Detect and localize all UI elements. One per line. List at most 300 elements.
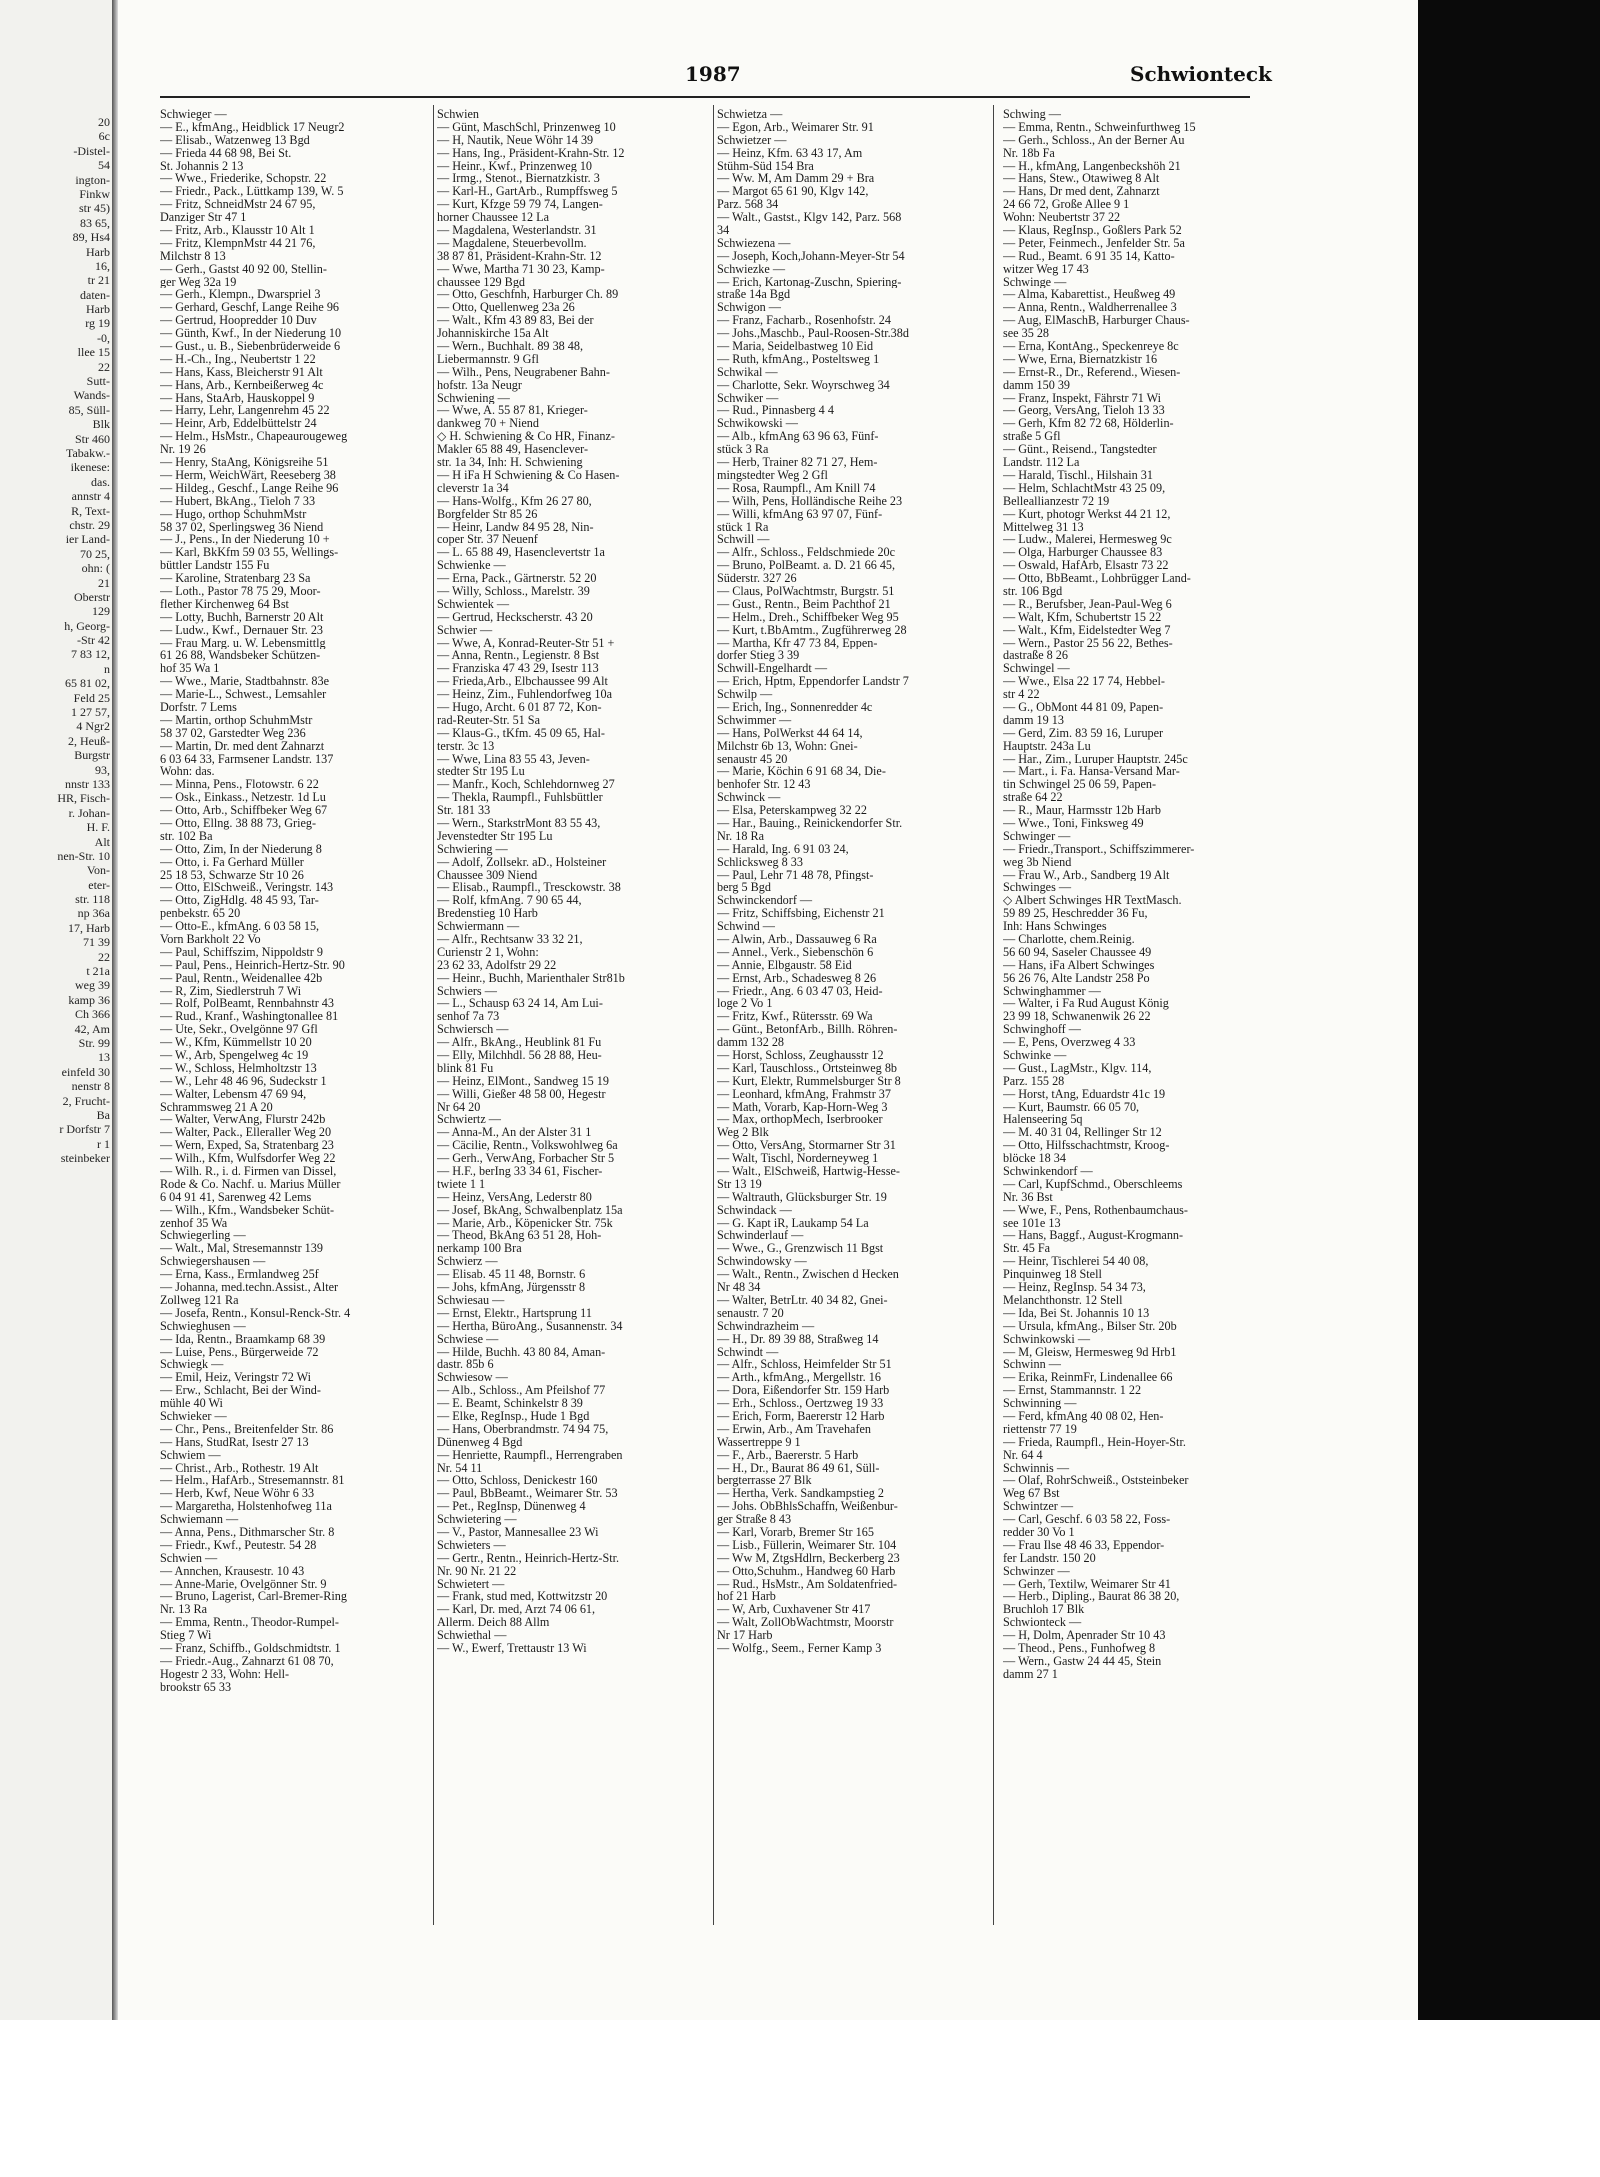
entry-line: — Gerd, Zim. 83 59 16, Luruper <box>1003 726 1164 740</box>
entry-line: — Wwe, Erna, Biernatzkistr 16 <box>1003 352 1158 366</box>
fragment-line: 7 83 12, <box>71 647 110 662</box>
entry-line: bergterrasse 27 Blk <box>717 1474 812 1488</box>
entry-line: nerkamp 100 Bra <box>437 1242 522 1256</box>
entry-line: blöcke 18 34 <box>1003 1152 1066 1166</box>
surname-heading: Schwiesau — <box>437 1293 505 1307</box>
entry-line: ◇ H. Schwiening & Co HR, Finanz- <box>437 430 615 444</box>
entry-line: — Paul, BbBeamt., Weimarer Str. 53 <box>437 1487 618 1501</box>
entry-line: — Annchen, Krausestr. 10 43 <box>160 1564 305 1578</box>
entry-line: — Ludw., Kwf., Dernauer Str. 23 <box>160 623 324 637</box>
entry-line: see 35 28 <box>1003 327 1050 341</box>
entry-line: — W., Arb, Spengelweg 4c 19 <box>160 1049 309 1062</box>
entry-line: — Horst, tAng, Eduardstr 41c 19 <box>1003 1087 1166 1101</box>
surname-heading: Schwinkowski — <box>1003 1332 1091 1346</box>
entry-line: — R, Zim, Siedlerstruh 7 Wi <box>160 984 302 998</box>
entry-line: — Wwe, Martha 71 30 23, Kamp- <box>437 262 605 276</box>
entry-line: — Gust., Rentn., Beim Pachthof 21 <box>717 597 891 611</box>
entry-line: blink 81 Fu <box>437 1061 494 1075</box>
entry-line: — Henriette, Raumpfl., Herrengraben <box>437 1448 623 1462</box>
fragment-line: 21 <box>98 575 110 590</box>
surname-heading: Schwiezke — <box>717 262 786 276</box>
entry-line: — Heinz, Zim., Fuhlendorfweg 10a <box>437 688 612 701</box>
fragment-line: HR, Fisch- <box>57 791 110 806</box>
entry-line: — Ferd, kfmAng 40 08 02, Hen- <box>1003 1409 1164 1423</box>
entry-line: — Ernst-R., Dr., Referend., Wiesen- <box>1003 365 1181 379</box>
surname-heading: Schwiegerling — <box>160 1229 246 1243</box>
entry-line: Hauptstr. 243a Lu <box>1003 739 1091 753</box>
entry-line: — Wolfg., Seem., Ferner Kamp 3 <box>717 1641 882 1655</box>
entry-line: straße 5 Gfl <box>1003 430 1061 444</box>
entry-line: — Gertrud, Heckscherstr. 43 20 <box>437 610 593 624</box>
entry-line: — Martin, Dr. med dent Zahnarzt <box>160 739 325 753</box>
fragment-line: t 21a <box>86 964 110 979</box>
entry-line: — Otto, VersAng, Stormarner Str 31 <box>717 1139 896 1153</box>
fragment-line: Sutt- <box>86 374 110 389</box>
fragment-line: str. 118 <box>75 892 110 907</box>
entry-line: — Carl, Geschf. 6 03 58 22, Foss- <box>1003 1513 1171 1526</box>
entry-line: — Karl, BkKfm 59 03 55, Wellings- <box>160 546 339 560</box>
entry-line: — Hans, Arb., Kernbeißerweg 4c <box>160 378 324 392</box>
entry-line: — Ruth, kfmAng., Posteltsweg 1 <box>717 352 880 366</box>
column-4 <box>1003 108 1279 1681</box>
entry-line: — Bruno, PolBeamt. a. D. 21 66 45, <box>717 559 896 573</box>
entry-line: — Günt., BetonfArb., Billh. Röhren- <box>717 1023 898 1037</box>
entry-line: — M. 40 31 04, Rellinger Str 12 <box>1003 1126 1162 1140</box>
entry-line: Schlicksweg 8 33 <box>717 855 803 869</box>
entry-line: — Osk., Einkass., Netzestr. 1d Lu <box>160 791 326 805</box>
fragment-line: Burgstr <box>74 748 110 763</box>
entry-line: — Horst, Schloss, Zeughausstr 12 <box>717 1049 884 1062</box>
entry-line: — Heinr, Arb, Eddelbüttelstr 24 <box>160 417 317 431</box>
entry-line: — Ww. M, Am Damm 29 + Bra <box>717 172 875 186</box>
entry-line: — Franz, Inspekt, Fährstr 71 Wi <box>1003 391 1162 405</box>
fragment-line: Oberstr <box>74 589 110 604</box>
entry-line: — H.-Ch., Ing., Neubertstr 1 22 <box>160 352 316 366</box>
running-head: Schwionteck <box>1130 62 1272 86</box>
entry-line: — Hans, Oberbrandmstr. 74 94 75, <box>437 1422 609 1436</box>
fragment-line: R, Text- <box>71 503 110 518</box>
fragment-line: h, Georg- <box>64 618 110 633</box>
surname-heading: Schwietering — <box>437 1513 517 1526</box>
surname-heading: Schwill — <box>717 533 770 547</box>
fragment-line: Wands- <box>73 388 110 403</box>
entry-line: — Erich, Hptm, Eppendorfer Landstr 7 <box>717 675 909 689</box>
entry-line: — Alb., kfmAng 63 96 63, Fünf- <box>717 430 879 444</box>
entry-line: Zollweg 121 Ra <box>160 1293 239 1307</box>
entry-line: damm 27 1 <box>1003 1667 1058 1681</box>
fragment-line: Str 460 <box>74 431 110 446</box>
entry-line: — Gerh., Klempn., Dwarspriel 3 <box>160 288 321 302</box>
entry-line: — Elisab. 45 11 48, Bornstr. 6 <box>437 1268 586 1282</box>
surname-heading: Schwienke — <box>437 559 506 573</box>
entry-line: — Wern., StarkstrMont 83 55 43, <box>437 816 601 830</box>
surname-heading: Schwinning — <box>1003 1397 1077 1410</box>
fragment-line: tr 21 <box>87 273 110 288</box>
entry-line: — Annel., Verk., Siebenschön 6 <box>717 945 874 959</box>
surname-heading: Schwiker — <box>717 391 779 405</box>
entry-line: — W, Arb, Cuxhavener Str 417 <box>717 1603 871 1617</box>
entry-line: — Wwe., Friederike, Schopstr. 22 <box>160 172 327 186</box>
entry-line: Nr. 18b Fa <box>1003 146 1055 160</box>
entry-line: Milchstr 8 13 <box>160 249 226 263</box>
column-1 <box>160 108 436 1694</box>
entry-line: — Walter, i Fa Rud August König <box>1003 997 1169 1011</box>
entry-line: — H, Dolm, Apenrader Str 10 43 <box>1003 1629 1166 1642</box>
column-2 <box>437 108 713 1655</box>
entry-line: — Gertr., Rentn., Heinrich-Hertz-Str. <box>437 1551 620 1565</box>
fragment-line: 65 81 02, <box>65 676 110 691</box>
entry-line: — Har., Bauing., Reinickendorfer Str. <box>717 816 903 830</box>
entry-line: — Walter, BetrLtr. 40 34 82, Gnei- <box>717 1293 888 1307</box>
entry-line: — Frank, stud med, Kottwitzstr 20 <box>437 1590 608 1604</box>
surname-heading: Schwinn — <box>1003 1358 1061 1372</box>
entry-line: 58 37 02, Garstedter Weg 236 <box>160 726 306 740</box>
entry-line: — G. Kapt iR, Laukamp 54 La <box>717 1216 869 1230</box>
entry-line: stück 3 Ra <box>717 443 769 457</box>
entry-line: — Cäcilie, Rentn., Volkswohlweg 6a <box>437 1139 618 1153</box>
entry-line: redder 30 Vo 1 <box>1003 1525 1075 1539</box>
entry-line: — Walt, Kfm, Schubertstr 15 22 <box>1003 610 1162 624</box>
entry-line: — Ida, Rentn., Braamkamp 68 39 <box>160 1332 326 1346</box>
entry-line: — Frieda 44 68 98, Bei St. <box>160 146 292 160</box>
surname-heading: Schwiers — <box>437 984 497 998</box>
entry-line: Nr. 13 Ra <box>160 1603 208 1617</box>
fragment-line: steinbeker <box>60 1151 110 1166</box>
entry-line: 58 37 02, Sperlingsweg 36 Niend <box>160 520 324 534</box>
entry-line: — H, Nautik, Neue Wöhr 14 39 <box>437 133 594 147</box>
entry-line: — Rud., HsMstr., Am Soldatenfried- <box>717 1577 898 1591</box>
entry-line: — Arth., kfmAng., Mergellstr. 16 <box>717 1371 881 1385</box>
surname-heading: Schwinzer — <box>1003 1564 1070 1578</box>
fragment-line: kamp 36 <box>68 992 110 1007</box>
surname-heading: Schwinge — <box>1003 275 1067 289</box>
surname-heading: Schwiertz — <box>437 1113 501 1127</box>
entry-line: — Heinr., Buchh, Marienthaler Str81b <box>437 971 625 985</box>
entry-line: — W., Lehr 48 46 96, Sudeckstr 1 <box>160 1074 327 1088</box>
entry-line: — Math, Vorarb, Kap-Horn-Weg 3 <box>717 1100 888 1114</box>
entry-line: — Hertha, BüroAng., Susannenstr. 34 <box>437 1319 623 1333</box>
entry-line: — Kurt, Baumstr. 66 05 70, <box>1003 1100 1140 1114</box>
entry-line: — Wwe, F., Pens, Rothenbaumchaus- <box>1003 1203 1188 1217</box>
entry-line: Mittelweg 31 13 <box>1003 520 1084 534</box>
entry-line: — Otto, Hilfsschachtmstr, Kroog- <box>1003 1139 1170 1153</box>
entry-line: — H.F., berIng 33 34 61, Fischer- <box>437 1165 603 1178</box>
entry-line: — Ww M, ZtgsHdlrn, Beckerberg 23 <box>717 1551 900 1565</box>
entry-line: — Frieda,Arb., Elbchaussee 99 Alt <box>437 675 608 689</box>
entry-line: Stühm-Süd 154 Bra <box>717 159 814 173</box>
entry-line: — Carl, KupfSchmd., Oberschleems <box>1003 1177 1183 1191</box>
entry-line: — Rud., Kranf., Washingtonallee 81 <box>160 1010 339 1024</box>
entry-line: Nr. 64 4 <box>1003 1448 1043 1462</box>
entry-line: — Otto, Schloss, Denickestr 160 <box>437 1474 598 1488</box>
entry-line: mühle 40 Wi <box>160 1397 223 1410</box>
entry-line: Hogestr 2 33, Wohn: Hell- <box>160 1667 290 1681</box>
surname-heading: Schwinderlauf — <box>717 1229 804 1243</box>
entry-line: penbekstr. 65 20 <box>160 907 241 921</box>
entry-line: — Kurt, Kfzge 59 79 74, Langen- <box>437 198 603 212</box>
entry-line: — M, Gleisw, Hermesweg 9d Hrb1 <box>1003 1345 1177 1359</box>
entry-line: senaustr. 7 20 <box>717 1306 784 1320</box>
surname-heading: Schwindt — <box>717 1345 779 1359</box>
surname-heading: Schwindrazheim — <box>717 1319 815 1333</box>
fragment-line: nenstr 8 <box>71 1079 110 1094</box>
entry-line: — Karl, Tauschloss., Ortsteinweg 8b <box>717 1061 898 1075</box>
entry-line: see 101e 13 <box>1003 1216 1061 1230</box>
entry-line: — Günth, Kwf., In der Niederung 10 <box>160 327 342 341</box>
entry-line: — Hans, Baggf., August-Krogmann- <box>1003 1229 1184 1243</box>
entry-line: 6 03 64 33, Farmsener Landstr. 137 <box>160 752 334 766</box>
entry-line: Wohn: das. <box>160 765 215 779</box>
facing-page-edge <box>0 0 115 2020</box>
surname-heading: Schwieghusen — <box>160 1319 246 1333</box>
fragment-line: das. <box>91 474 110 489</box>
entry-line: — Dora, Eißendorfer Str. 159 Harb <box>717 1384 890 1398</box>
entry-line: 34 <box>717 224 730 237</box>
entry-line: — Wwe, A, Konrad-Reuter-Str 51 + <box>437 636 615 650</box>
fragment-line: 13 <box>98 1050 110 1065</box>
entry-line: — Erich, Kartonag-Zuschn, Spiering- <box>717 275 902 289</box>
surname-heading: Schwiesow — <box>437 1371 508 1385</box>
fragment-line: 93, <box>95 762 110 777</box>
entry-line: — Karl-H., GartArb., Rumpffsweg 5 <box>437 185 618 199</box>
entry-line: Nr. 36 Bst <box>1003 1190 1053 1204</box>
entry-line: dastraße 8 26 <box>1003 649 1068 663</box>
entry-line: — Manfr., Koch, Schlehdornweg 27 <box>437 778 615 792</box>
entry-line: — Wilh, Pens, Holländische Reihe 23 <box>717 494 903 508</box>
entry-line: — Wilh. R., i. d. Firmen van Dissel, <box>160 1165 337 1178</box>
fragment-line: 1 27 57, <box>71 705 110 720</box>
entry-line: riettenstr 77 19 <box>1003 1422 1077 1436</box>
entry-line: — Wwe., Marie, Stadtbahnstr. 83e <box>160 675 330 689</box>
entry-line: — F., Arb., Baererstr. 5 Harb <box>717 1448 859 1462</box>
entry-line: — E. Beamt, Schinkelstr 8 39 <box>437 1397 583 1410</box>
entry-line: Wassertreppe 9 1 <box>717 1435 801 1449</box>
entry-line: — Wwe., Toni, Finksweg 49 <box>1003 816 1144 830</box>
entry-line: benhofer Str. 12 43 <box>717 778 811 792</box>
entry-line: ◇ Albert Schwinges HR TextMasch. <box>1003 894 1182 908</box>
entry-line: — Olaf, RohrSchweiß., Oststeinbeker <box>1003 1474 1189 1488</box>
entry-line: — Friedr., Ang. 6 03 47 03, Heid- <box>717 984 883 998</box>
entry-line: 23 99 18, Schwanenwik 26 22 <box>1003 1010 1151 1024</box>
fragment-line: H. F. <box>86 820 110 835</box>
fragment-line: r. Johan- <box>68 805 110 820</box>
entry-line: Nr. 90 Nr. 21 22 <box>437 1564 517 1578</box>
entry-line: loge 2 Vo 1 <box>717 997 773 1011</box>
fragment-line: 42, Am <box>74 1021 110 1036</box>
book-spine-shadow <box>112 0 118 2020</box>
entry-line: — Ernst, Stammannstr. 1 22 <box>1003 1384 1142 1398</box>
surname-heading: Schwiegk — <box>160 1358 224 1372</box>
entry-line: — Herb, Trainer 82 71 27, Hem- <box>717 456 878 469</box>
entry-line: dastr. 85b 6 <box>437 1358 494 1372</box>
entry-line: Bredenstieg 10 Harb <box>437 907 538 921</box>
entry-line: brookstr 65 33 <box>160 1680 232 1694</box>
surname-heading: Schwindack — <box>717 1203 792 1217</box>
entry-line: Nr 17 Harb <box>717 1629 773 1642</box>
fragment-line: ohn: ( <box>81 561 110 576</box>
entry-line: — Anna-M., An der Alster 31 1 <box>437 1126 592 1140</box>
surname-heading: Schwien <box>437 108 479 121</box>
entry-line: — Herb., Dipling., Baurat 86 38 20, <box>1003 1590 1180 1604</box>
entry-line: — Gertrud, Hoopredder 10 Duv <box>160 314 317 328</box>
entry-line: Parz. 568 34 <box>717 198 779 212</box>
entry-line: hofstr. 13a Neugr <box>437 378 522 392</box>
entry-line: — Ida, Bei St. Johannis 10 13 <box>1003 1306 1150 1320</box>
entry-line: Str 13 19 <box>717 1177 762 1191</box>
entry-line: Jevenstedter Str 195 Lu <box>437 829 553 843</box>
fragment-line: Ch 366 <box>74 1007 110 1022</box>
fragment-line: 16, <box>95 258 110 273</box>
fragment-line: 85, Süll- <box>68 402 110 417</box>
entry-line: — Elisab., Watzenweg 13 Bgd <box>160 133 310 147</box>
fragment-line: Str. 99 <box>78 1036 110 1050</box>
entry-line: — Heinz, RegInsp. 54 34 73, <box>1003 1281 1146 1294</box>
entry-line: — Alfr., Rechtsanw 33 32 21, <box>437 933 583 946</box>
entry-line: — Wern, Exped, Sa, Stratenbarg 23 <box>160 1139 334 1153</box>
entry-line: — Herm, WeichWärt, Reeseberg 38 <box>160 468 336 482</box>
entry-line: — Rolf, kfmAng. 7 90 65 44, <box>437 894 582 908</box>
fragment-line: 22 <box>98 359 110 374</box>
entry-line: — Johs. ObBhlsSchaffn, Weißenbur- <box>717 1500 898 1514</box>
entry-line: — H iFa H Schwiening & Co Hasen- <box>437 468 620 482</box>
entry-line: — Friedr., Kwf., Peutestr. 54 28 <box>160 1538 317 1552</box>
entry-line: Danziger Str 47 1 <box>160 211 247 225</box>
surname-heading: Schwietzer — <box>717 133 787 147</box>
surname-heading: Schwiersch — <box>437 1023 509 1037</box>
entry-line: — Johanna, med.techn.Assist., Alter <box>160 1281 339 1294</box>
entry-line: — Friedr., Pack., Lüttkamp 139, W. 5 <box>160 185 344 199</box>
entry-line: — Gerh, Textilw, Weimarer Str 41 <box>1003 1577 1171 1591</box>
entry-line: — Hilde, Buchh. 43 80 84, Aman- <box>437 1345 606 1359</box>
entry-line: — Fritz, Arb., Klausstr 10 Alt 1 <box>160 224 315 237</box>
entry-line: — Kurt, t.BbAmtm., Zugführerweg 28 <box>717 623 907 637</box>
fragment-line: 22 <box>98 949 110 964</box>
entry-line: — Frau Ilse 48 46 33, Eppendor- <box>1003 1538 1165 1552</box>
surname-heading: Schwiethal — <box>437 1629 507 1642</box>
entry-line: — Heinz, Kfm. 63 43 17, Am <box>717 146 863 160</box>
entry-line: — Erna, Pack., Gärtnerstr. 52 20 <box>437 572 597 585</box>
entry-line: — Lotty, Buchh, Barnerstr 20 Alt <box>160 610 324 624</box>
entry-line: — Pet., RegInsp, Dünenweg 4 <box>437 1500 586 1514</box>
entry-line: — Martin, orthop SchuhmMstr <box>160 713 313 727</box>
entry-line: — Wilh., Pens, Neugrabener Bahn- <box>437 365 610 379</box>
entry-line: Bruchloh 17 Blk <box>1003 1603 1085 1617</box>
entry-line: — Willy, Schloss., Marelstr. 39 <box>437 584 590 598</box>
entry-line: — Emil, Heiz, Veringstr 72 Wi <box>160 1371 312 1385</box>
entry-line: — Walter, Pack., Elleraller Weg 20 <box>160 1126 332 1140</box>
surname-heading: Schwinghammer — <box>1003 984 1101 998</box>
entry-line: — Frau Marg. u. W. Lebensmittlg <box>160 636 326 650</box>
entry-line: — Hans, StudRat, Isestr 27 13 <box>160 1435 309 1449</box>
entry-line: — Luise, Pens., Bürgerweide 72 <box>160 1345 319 1359</box>
surname-heading: Schwilp — <box>717 688 773 701</box>
column-divider <box>993 105 994 1925</box>
entry-line: — H., kfmAng, Langenbeckshöh 21 <box>1003 159 1181 173</box>
entry-line: — Walter, VerwAng, Flurstr 242b <box>160 1113 326 1127</box>
fragment-line: Harb <box>86 302 110 317</box>
fragment-line: 70 25, <box>80 546 110 561</box>
fragment-line: Feld 25 <box>73 690 110 705</box>
fragment-line: nen-Str. 10 <box>57 848 110 863</box>
entry-line: Pinquinweg 18 Stell <box>1003 1268 1102 1282</box>
surname-heading: Schwikal — <box>717 365 778 379</box>
surname-heading: Schwiezena — <box>717 236 791 250</box>
entry-line: str. 1a 34, Inh: H. Schwiening <box>437 456 583 469</box>
entry-line: tin Schwingel 25 06 59, Papen- <box>1003 778 1157 792</box>
entry-line: — Gust., LagMstr., Klgv. 114, <box>1003 1061 1152 1075</box>
entry-line: — Alma, Kabarettist., Heußweg 49 <box>1003 288 1176 302</box>
surname-heading: Schwiemann — <box>160 1513 239 1526</box>
entry-line: — Otto, Ellng. 38 88 73, Grieg- <box>160 816 317 830</box>
entry-line: — Otto, ZigHdlg. 48 45 93, Tar- <box>160 894 319 908</box>
surname-heading: Schwindowsky — <box>717 1255 807 1269</box>
entry-line: — Emma, Rentn., Theodor-Rumpel- <box>160 1616 339 1630</box>
entry-line: — H., Dr. 89 39 88, Straßweg 14 <box>717 1332 879 1346</box>
page-number: 1987 <box>685 62 741 86</box>
fragment-line: Von- <box>86 863 110 878</box>
entry-line: stück 1 Ra <box>717 520 769 534</box>
surname-heading: Schwinckendorf — <box>717 894 813 908</box>
entry-line: — Klaus-G., tKfm. 45 09 65, Hal- <box>437 726 605 740</box>
entry-line: — Rud., Pinnasberg 4 4 <box>717 404 834 418</box>
entry-line: — Ernst, Arb., Schadesweg 8 26 <box>717 971 877 985</box>
entry-line: — Magdalene, Steuerbevollm. <box>437 236 587 250</box>
entry-line: — Heinz, VersAng, Lederstr 80 <box>437 1190 592 1204</box>
fragment-line: n <box>104 661 110 676</box>
entry-line: — Ute, Sekr., Ovelgönne 97 Gfl <box>160 1023 318 1037</box>
entry-line: — Christ., Arb., Rothestr. 19 Alt <box>160 1461 319 1475</box>
entry-line: Süderstr. 327 26 <box>717 572 797 585</box>
fragment-line: annstr 4 <box>71 489 110 504</box>
column-3 <box>717 108 993 1655</box>
facing-page-fragment <box>0 115 110 1875</box>
entry-line: — J., Pens., In der Niederung 10 + <box>160 533 330 547</box>
entry-line: stedter Str 195 Lu <box>437 765 525 779</box>
entry-line: — Walt., Kfm 43 89 83, Bei der <box>437 314 594 328</box>
entry-line: Nr. 18 Ra <box>717 829 765 843</box>
scanner-border <box>1418 0 1600 2020</box>
entry-line: — Alfr., Schloss, Heimfelder Str 51 <box>717 1358 892 1372</box>
entry-line: straße 64 22 <box>1003 791 1063 805</box>
entry-line: — Gerh., VerwAng, Forbacher Str 5 <box>437 1152 615 1166</box>
entry-line: Landstr. 112 La <box>1003 456 1080 469</box>
fragment-line: rg 19 <box>85 316 110 331</box>
entry-line: — Walt., Rentn., Zwischen d Hecken <box>717 1268 899 1282</box>
entry-line: — Emma, Rentn., Schweinfurthweg 15 <box>1003 120 1196 134</box>
entry-line: chaussee 129 Bgd <box>437 275 526 289</box>
entry-line: — Hans, Kass, Bleicherstr 91 Alt <box>160 365 323 379</box>
entry-line: — Walt, Tischl, Norderneyweg 1 <box>717 1152 879 1166</box>
entry-line: — Claus, PolWachtmstr, Burgstr. 51 <box>717 584 895 598</box>
entry-line: — Karl, Vorarb, Bremer Str 165 <box>717 1525 874 1539</box>
entry-line: — Gerh., Schloss., An der Berner Au <box>1003 133 1185 147</box>
entry-line: — Waltrauth, Glücksburger Str. 19 <box>717 1190 887 1204</box>
entry-line: — Hans, StaArb, Hauskoppel 9 <box>160 391 315 405</box>
entry-line: — Hans, Ing., Präsident-Krahn-Str. 12 <box>437 146 625 160</box>
entry-line: — Otto, i. Fa Gerhard Müller <box>160 855 304 869</box>
entry-line: 59 89 25, Heschredder 36 Fu, <box>1003 907 1148 921</box>
entry-line: — Henry, StaAng, Königsreihe 51 <box>160 456 329 469</box>
entry-line: — Frau W., Arb., Sandberg 19 Alt <box>1003 868 1170 882</box>
entry-line: — Chr., Pens., Breitenfelder Str. 86 <box>160 1422 334 1436</box>
entry-line: 56 60 94, Saseler Chaussee 49 <box>1003 945 1152 959</box>
entry-line: — Egon, Arb., Weimarer Str. 91 <box>717 120 874 134</box>
entry-line: — Franziska 47 43 29, Isestr 113 <box>437 662 599 676</box>
entry-line: — Wern., Gastw 24 44 45, Stein <box>1003 1654 1162 1668</box>
surname-heading: Schwinnis — <box>1003 1461 1070 1475</box>
entry-line: terstr. 3c 13 <box>437 739 495 753</box>
entry-line: — Walt., Mal, Stresemannstr 139 <box>160 1242 323 1256</box>
